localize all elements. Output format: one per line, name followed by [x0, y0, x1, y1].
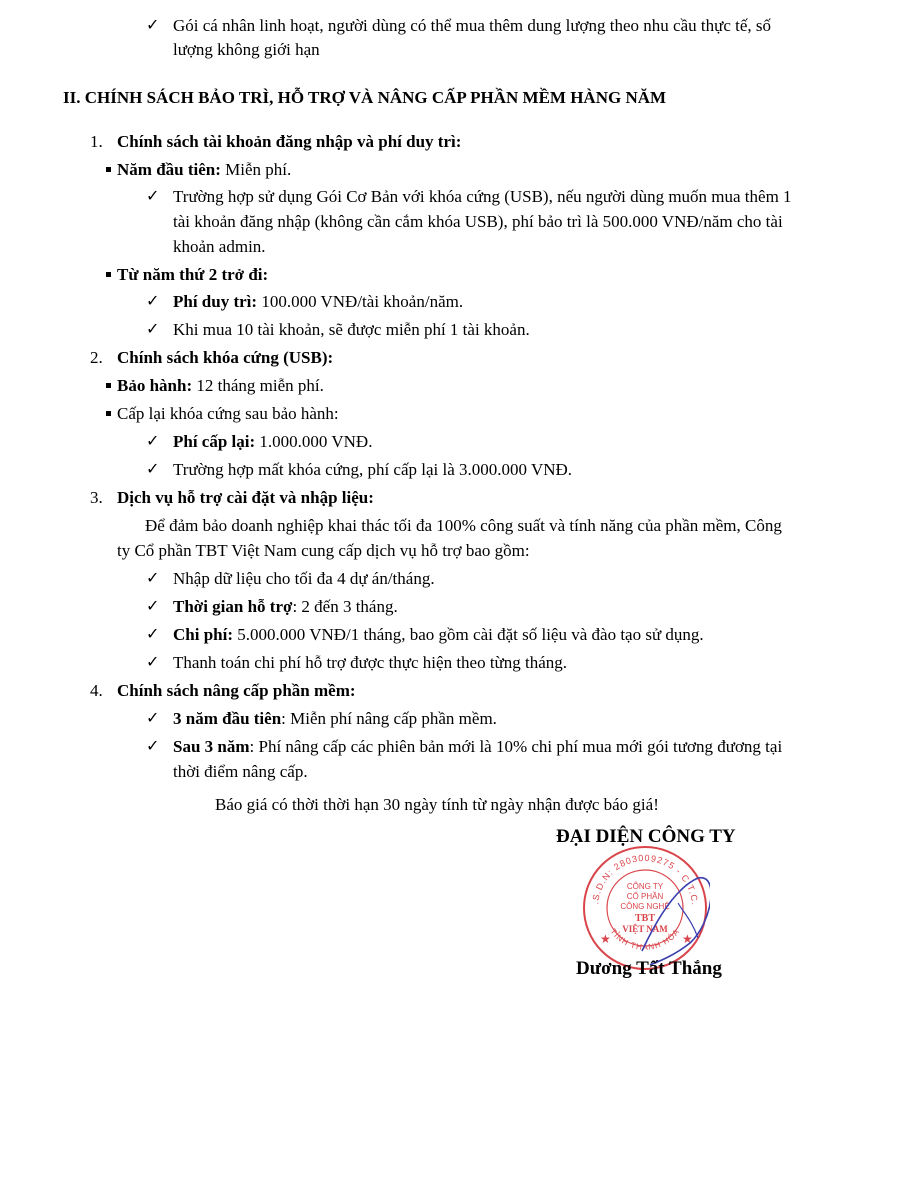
- check-icon: ✓: [146, 461, 160, 478]
- square-bullet-icon: [106, 383, 111, 388]
- stamp-line: CỔ PHẦN: [626, 892, 664, 901]
- top-bullet-line2: lượng không giới hạn: [173, 40, 320, 59]
- check-text: Phí duy trì: 100.000 VNĐ/tài khoản/năm.: [173, 292, 464, 311]
- sub-bullet: Cấp lại khóa cứng sau bảo hành:: [117, 404, 339, 423]
- stamp-line: CÔNG NGHỆ: [620, 902, 670, 911]
- check-icon: ✓: [146, 570, 160, 587]
- square-bullet-icon: [106, 411, 111, 416]
- check-icon: ✓: [146, 738, 160, 755]
- item-title: Chính sách tài khoản đăng nhập và phí duy trì:: [117, 132, 462, 151]
- check-icon: ✓: [146, 293, 160, 310]
- sub-bullet: Từ năm thứ 2 trở đi:: [117, 265, 269, 284]
- company-stamp: [580, 843, 710, 973]
- check-text: Trường hợp mất khóa cứng, phí cấp lại là 3.000.000 VNĐ.: [173, 460, 573, 479]
- check-icon: ✓: [146, 598, 160, 615]
- square-bullet-icon: [106, 167, 111, 172]
- check-text: Khi mua 10 tài khoản, sẽ được miễn phí 1 tài khoản.: [173, 320, 530, 339]
- paragraph-line: Để đảm bảo doanh nghiệp khai thác tối đa 100% công suất và tính năng của phần mềm, Công: [145, 516, 782, 535]
- stamp-seal: [580, 843, 710, 973]
- svg-text:★: ★: [682, 932, 693, 946]
- check-icon: ✓: [146, 321, 160, 338]
- stamp-line: TBT: [634, 913, 656, 924]
- item-number: 3.: [90, 488, 103, 507]
- stamp-bottom-text: TỈNH THANH HÓA: [608, 926, 682, 952]
- validity-note: Báo giá có thời thời hạn 30 ngày tính từ ngày nhận được báo giá!: [215, 795, 659, 814]
- check-text: thời điểm nâng cấp.: [173, 762, 308, 781]
- check-text: Thời gian hỗ trợ: 2 đến 3 tháng.: [173, 597, 398, 616]
- top-bullet-line1: Gói cá nhân linh hoạt, người dùng có thể mua thêm dung lượng theo nhu cầu thực tế, số: [173, 16, 772, 35]
- square-bullet-icon: [106, 272, 111, 277]
- check-text: tài khoản đăng nhập (không cần cắm khóa USB), phí bảo trì là 500.000 VNĐ/năm cho tài: [173, 212, 783, 231]
- sub-bullet: Năm đầu tiên: Miễn phí.: [117, 160, 292, 179]
- item-number: 1.: [90, 132, 103, 151]
- check-icon: ✓: [146, 626, 160, 643]
- stamp-outer-text: .S.D.N: 2803009275 - C.T.C.: [590, 852, 700, 907]
- check-text: Phí cấp lại: 1.000.000 VNĐ.: [173, 432, 373, 451]
- item-number: 2.: [90, 348, 103, 367]
- check-icon: ✓: [146, 188, 160, 205]
- item-title: Dịch vụ hỗ trợ cài đặt và nhập liệu:: [117, 488, 374, 507]
- check-text: Trường hợp sử dụng Gói Cơ Bản với khóa cứng (USB), nếu người dùng muốn mua thêm 1: [173, 187, 792, 206]
- item-title: Chính sách khóa cứng (USB):: [117, 348, 334, 367]
- stamp-line: VIỆT NAM: [622, 924, 668, 934]
- check-text: Sau 3 năm: Phí nâng cấp các phiên bản mới là 10% chi phí mua mới gói tương đương tại: [173, 737, 783, 756]
- check-icon: ✓: [146, 654, 160, 671]
- check-text: Nhập dữ liệu cho tối đa 4 dự án/tháng.: [173, 569, 435, 588]
- sub-bullet: Bảo hành: 12 tháng miễn phí.: [117, 376, 324, 395]
- signature-title: ĐẠI DIỆN CÔNG TY: [556, 826, 736, 847]
- check-text: khoản admin.: [173, 237, 266, 256]
- check-text: Thanh toán chi phí hỗ trợ được thực hiện theo từng tháng.: [173, 653, 568, 672]
- stamp-line: CÔNG TY: [626, 882, 664, 891]
- paragraph-line: ty Cổ phần TBT Việt Nam cung cấp dịch vụ hỗ trợ bao gồm:: [117, 541, 530, 560]
- item-number: 4.: [90, 681, 103, 700]
- item-title: Chính sách nâng cấp phần mềm:: [117, 681, 356, 700]
- check-icon: ✓: [146, 17, 160, 34]
- check-icon: ✓: [146, 710, 160, 727]
- section-heading: II. CHÍNH SÁCH BẢO TRÌ, HỖ TRỢ VÀ NÂNG CẤP PHẦN MỀM HÀNG NĂM: [63, 88, 667, 107]
- signer-name: Dương Tất Thắng: [576, 958, 722, 979]
- check-icon: ✓: [146, 433, 160, 450]
- check-text: 3 năm đầu tiên: Miễn phí nâng cấp phần mềm.: [173, 709, 497, 728]
- check-text: Chi phí: 5.000.000 VNĐ/1 tháng, bao gồm cài đặt số liệu và đào tạo sử dụng.: [173, 625, 704, 644]
- svg-text:★: ★: [600, 932, 611, 946]
